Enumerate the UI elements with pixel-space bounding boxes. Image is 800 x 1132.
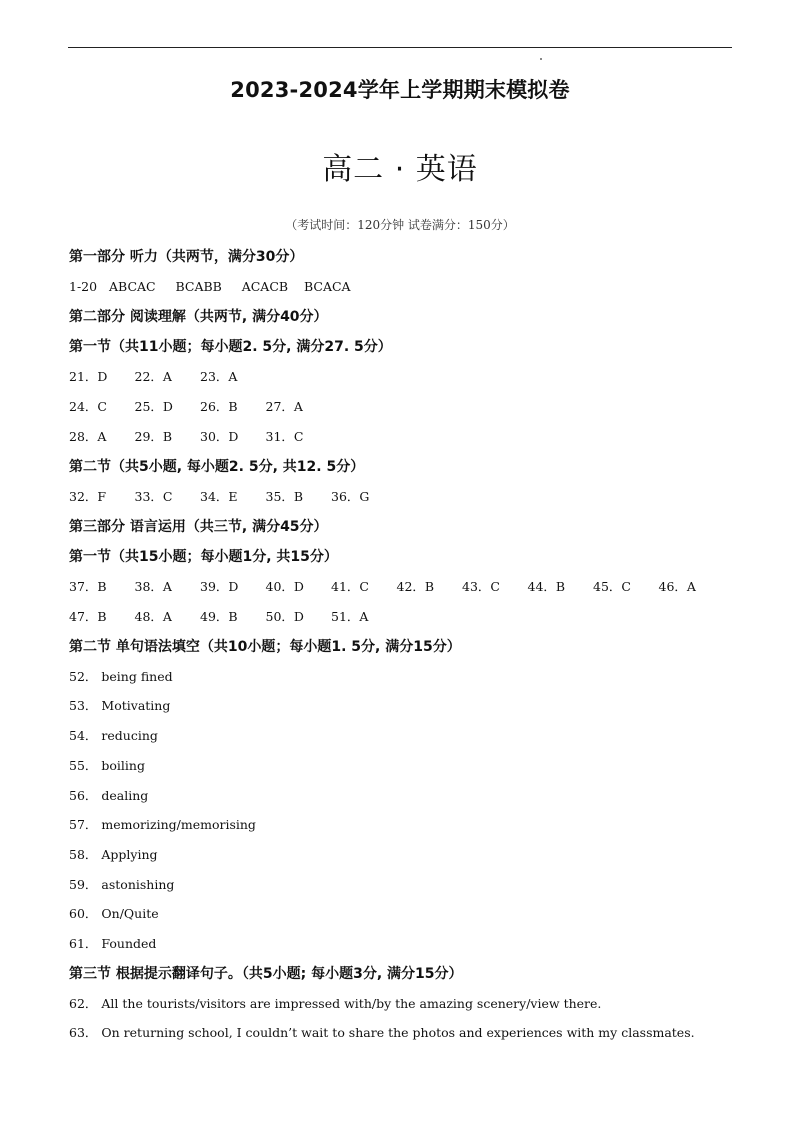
item-answer: astonishing	[101, 876, 175, 892]
header-dot	[540, 58, 542, 60]
answer-item: 48．A	[134, 608, 172, 624]
part2-section2-heading: 第二节（共5小题, 每小题2. 5分, 共12. 5分）	[69, 458, 365, 475]
item-number: 58．	[69, 846, 98, 862]
answer-row	[69, 602, 749, 632]
part1-answers: 1-20 ABCAC BCABB ACACB BCACA	[69, 279, 351, 294]
item-number: 54．	[69, 728, 98, 744]
answer-row	[69, 392, 749, 422]
answer-item: 31．C	[265, 428, 304, 444]
item-answer: Motivating	[101, 698, 171, 714]
answer-item: 51．A	[331, 608, 369, 624]
answer-item: 29．B	[134, 428, 173, 444]
answer-item: 32．F	[69, 488, 107, 504]
answer-item: 28．A	[69, 428, 107, 444]
answer-item: 25．D	[134, 398, 173, 414]
list-item	[69, 721, 749, 751]
answer-item: 39．D	[200, 578, 239, 594]
item-number: 61．	[69, 935, 98, 951]
item-answer: reducing	[101, 728, 158, 744]
answer-item: 44．B	[527, 578, 566, 594]
item-number: 57．	[69, 817, 98, 833]
answer-row	[69, 362, 749, 392]
answer-item: 37．B	[69, 578, 107, 594]
answer-item: 33．C	[134, 488, 173, 504]
part3-section1-heading: 第一节（共15小题；每小题1分, 共15分）	[69, 548, 338, 565]
part2-heading: 第二部分 阅读理解（共两节, 满分40分）	[69, 308, 328, 325]
part2-section1-heading: 第一节（共11小题；每小题2. 5分, 满分27. 5分）	[69, 338, 392, 355]
item-answer: being fined	[101, 668, 173, 684]
item-answer: All the tourists/visitors are impressed with/by the amazing scenery/view there.	[101, 995, 602, 1011]
answer-row	[69, 482, 749, 512]
answer-item: 34．E	[200, 488, 238, 504]
answer-item: 36．G	[331, 488, 370, 504]
answer-item: 45．C	[593, 578, 631, 594]
list-item	[69, 899, 749, 929]
answer-row	[69, 422, 749, 452]
list-item	[69, 781, 749, 811]
top-rule	[68, 47, 732, 48]
answer-item: 42．B	[396, 578, 435, 594]
answer-item: 21．D	[69, 368, 108, 384]
answer-item: 35．B	[265, 488, 304, 504]
answer-item: 46．A	[658, 578, 696, 594]
answer-row	[69, 572, 749, 602]
list-item	[69, 691, 749, 721]
item-answer: On/Quite	[101, 906, 159, 922]
item-answer: dealing	[101, 787, 149, 803]
list-item	[69, 810, 749, 840]
answer-item: 30．D	[200, 428, 239, 444]
answer-item: 26．B	[200, 398, 238, 414]
item-answer: memorizing/memorising	[101, 817, 256, 833]
answer-item: 41．C	[331, 578, 369, 594]
answer-item: 40．D	[265, 578, 304, 594]
item-number: 55．	[69, 757, 98, 773]
list-item	[69, 751, 749, 781]
list-item	[69, 840, 749, 870]
item-number: 62．	[69, 995, 98, 1011]
list-item	[69, 929, 749, 959]
item-number: 63．	[69, 1025, 98, 1041]
list-item	[69, 870, 749, 900]
answer-item: 38．A	[134, 578, 172, 594]
answer-item: 27．A	[265, 398, 303, 414]
answer-key	[69, 242, 749, 1048]
list-item	[69, 989, 749, 1019]
answer-item: 49．B	[200, 608, 238, 624]
item-answer: Founded	[101, 935, 157, 951]
part3-section3-heading: 第三节 根据提示翻译句子。（共5小题; 每小题3分, 满分15分）	[69, 965, 463, 982]
answer-item: 22．A	[134, 368, 172, 384]
exam-info: （考试时间：120分钟 试卷满分：150分）	[285, 218, 515, 232]
answer-item: 23．A	[200, 368, 238, 384]
answer-item: 43．C	[462, 578, 500, 594]
list-item	[69, 662, 749, 692]
item-number: 52．	[69, 668, 98, 684]
subject-title: 高二 · 英语	[322, 152, 478, 187]
item-number: 56．	[69, 787, 98, 803]
list-item	[69, 1018, 749, 1048]
item-answer: On returning school, I couldn’t wait to share the photos and experiences with my classmates.	[101, 1025, 695, 1041]
answer-item: 24．C	[69, 398, 107, 414]
part3-heading: 第三部分 语言运用（共三节, 满分45分）	[69, 518, 328, 535]
item-answer: Applying	[101, 846, 158, 862]
exam-title: 2023-2024学年上学期期末模拟卷	[230, 78, 570, 102]
answer-item: 47．B	[69, 608, 107, 624]
item-number: 53．	[69, 698, 98, 714]
part3-section2-heading: 第二节 单句语法填空（共10小题；每小题1. 5分, 满分15分）	[69, 638, 461, 655]
answer-item: 50．D	[265, 608, 304, 624]
item-number: 59．	[69, 876, 98, 892]
part1-heading: 第一部分 听力（共两节，满分30分）	[69, 249, 304, 265]
item-number: 60．	[69, 906, 98, 922]
item-answer: boiling	[101, 757, 145, 773]
